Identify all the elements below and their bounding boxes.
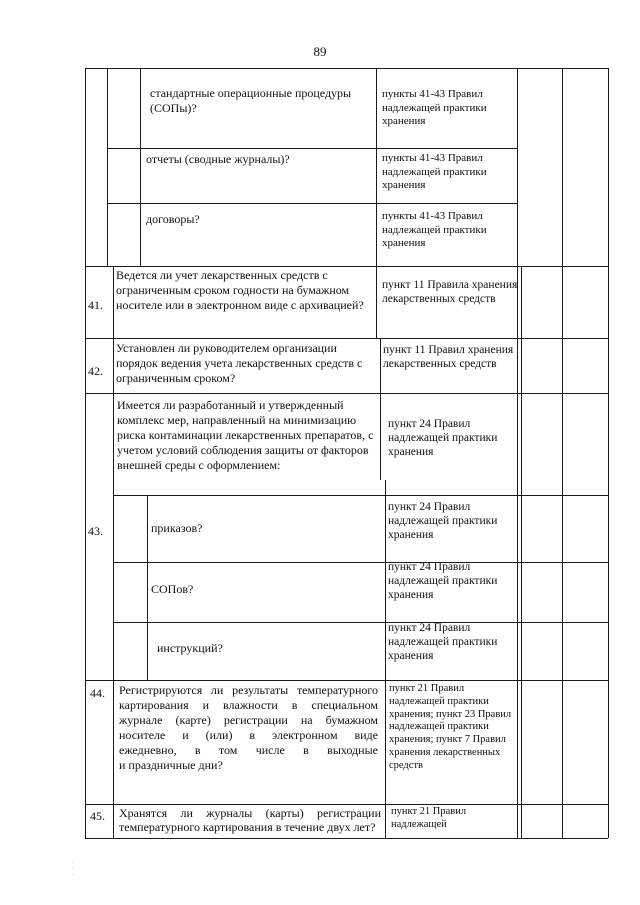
reference-text: пункт 24 Правил надлежащей практики хранения	[388, 418, 498, 458]
question-text: Установлен ли руководителем организации порядок ведения учета лекарственных средств с ограниченным сроком?	[116, 341, 363, 385]
column-divider	[521, 266, 522, 838]
row-divider	[113, 562, 608, 563]
page-number: 89	[313, 44, 327, 59]
column-divider	[147, 495, 148, 680]
question-line: и праздничные дни?	[119, 758, 223, 772]
table-border-left	[85, 68, 86, 838]
column-divider	[140, 68, 141, 266]
reference-text: пункт 21 Правил надлежащей практики хранения; пункт 23 Правил надлежащей практики хранения; пункт 7 Правил хранения лекарственных средств	[389, 683, 512, 771]
row-number: 41.	[88, 298, 103, 312]
table-border-top	[85, 68, 608, 69]
reference-text: пункты 41-43 Правил надлежащей практики хранения	[382, 88, 487, 127]
row-divider	[85, 804, 608, 805]
question-text: стандартные операционные процедуры (СОПы)?	[150, 86, 352, 115]
table-border-right	[608, 68, 609, 838]
column-divider	[380, 338, 381, 480]
table-border-bottom	[85, 838, 608, 839]
row-divider	[113, 495, 608, 496]
question-line: картирования и влажности в специальном	[119, 698, 378, 712]
question-line: ежедневно, в том числе в выходные	[119, 743, 378, 757]
scan-artifact: · · ·	[72, 860, 74, 878]
question-text: отчеты (сводные журналы)?	[146, 152, 290, 166]
reference-text: пункт 24 Правил надлежащей практики хранения	[388, 622, 498, 662]
row-divider	[85, 338, 608, 339]
question-text: Ведется ли учет лекарственных средств с ограниченным сроком годности на бумажном носителе или в электронном виде с архивацией?	[116, 268, 364, 312]
question-text: Имеется ли разработанный и утвержденный комплекс мер, направленный на минимизацию риска контаминации лекарственных препаратов, с учетом условий соблюдения защиты от факторов внешней среды с оформлением:	[117, 398, 374, 472]
row-divider	[107, 148, 517, 149]
reference-text: пункт 11 Правил хранения лекарственных средств	[383, 344, 514, 370]
column-divider	[385, 480, 386, 838]
column-divider	[113, 266, 114, 838]
reference-text: пункты 41-43 Правил надлежащей практики хранения	[382, 210, 487, 249]
row-divider	[85, 393, 608, 394]
question-line: температурного картирования в течение двух лет?	[119, 820, 376, 834]
question-text: договоры?	[146, 212, 200, 226]
row-divider	[113, 622, 608, 623]
reference-text: пункт 24 Правил надлежащей практики хранения	[388, 561, 498, 601]
row-number: 44.	[90, 686, 105, 700]
reference-text: пункт 24 Правил надлежащей практики хранения	[388, 501, 498, 541]
question-line: журнале (карте) регистрации на бумажном	[119, 713, 378, 727]
reference-text: пункт 11 Правила хранения лекарственных средств	[382, 279, 518, 305]
column-divider	[107, 68, 108, 266]
question-line: Регистрируются ли результаты температурного	[119, 683, 378, 697]
row-number: 43.	[88, 524, 103, 538]
column-divider	[517, 68, 518, 838]
row-number: 45.	[90, 809, 105, 823]
sub-question-text: СОПов?	[151, 582, 194, 596]
row-divider	[85, 266, 608, 267]
sub-question-text: приказов?	[151, 521, 203, 535]
column-divider	[562, 68, 563, 838]
sub-question-text: инструкций?	[157, 641, 223, 655]
column-divider	[376, 68, 377, 338]
reference-text: пункты 41-43 Правил надлежащей практики хранения	[382, 152, 487, 191]
row-divider	[85, 680, 608, 681]
reference-text: пункт 21 Правил надлежащей	[391, 806, 467, 830]
row-number: 42.	[88, 364, 103, 378]
question-line: Хранятся ли журналы (карты) регистрации	[119, 806, 381, 820]
question-line: носителе и (или) в электронном виде	[119, 728, 378, 742]
row-divider	[107, 203, 517, 204]
